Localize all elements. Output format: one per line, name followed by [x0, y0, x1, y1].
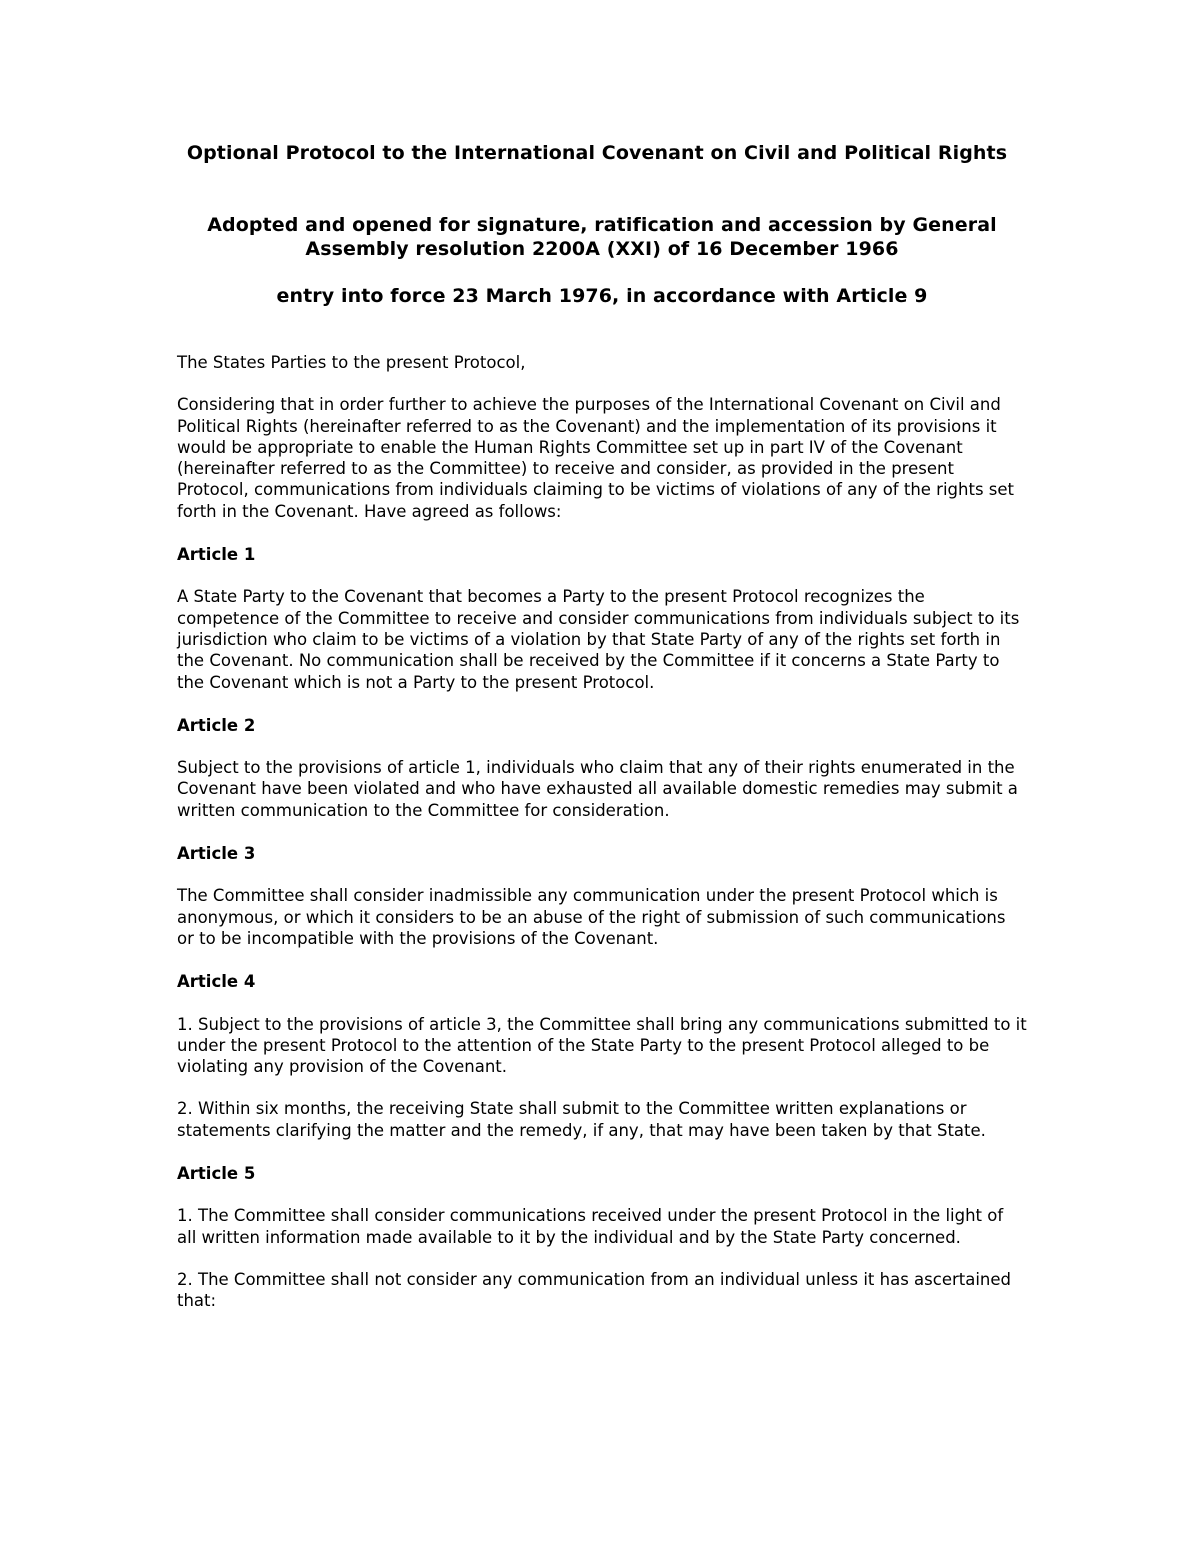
article-paragraph: A State Party to the Covenant that becomes a Party to the present Protocol recognizes the competence of the Committee to receive and consider communications from individuals subject to its jurisdiction who claim to be victims of a violation by that State Party of any of the rights set forth in the Covenant. No communication shall be received by the Committee if it concerns a State Party to the Covenant which is not a Party to the present Protocol.: [177, 587, 1020, 692]
article-heading: Article 3: [177, 844, 256, 864]
article-paragraph: The Committee shall consider inadmissible any communication under the present Protocol which is anonymous, or which it considers to be an abuse of the right of submission of such communications or to be incompatible with the provisions of the Covenant.: [177, 886, 1006, 948]
article-heading: Article 5: [177, 1164, 256, 1184]
article-5: [177, 1163, 1027, 1311]
article-paragraph: Subject to the provisions of article 1, individuals who claim that any of their rights enumerated in the Covenant have been violated and who have exhausted all available domestic remedies may submit a written communication to the Committee for consideration.: [177, 758, 1018, 820]
preamble-paragraph: Considering that in order further to achieve the purposes of the International Covenant on Civil and Political Rights (hereinafter referred to as the Covenant) and the implementation of its provisions it would be appropriate to enable the Human Rights Committee set up in part IV of the Covenant (hereinafter referred to as the Committee) to receive and consider, as provided in the present Protocol, communications from individuals claiming to be victims of violations of any of the rights set forth in the Covenant. Have agreed as follows:: [177, 395, 1014, 521]
article-4: [177, 971, 1027, 1141]
article-heading: Article 1: [177, 545, 256, 565]
article-3: [177, 843, 1027, 949]
article-paragraph: 1. Subject to the provisions of article 3, the Committee shall bring any communications submitted to it under the present Protocol to the attention of the State Party to the present Protocol alleged to be violating any provision of the Covenant.: [177, 1014, 1027, 1077]
article-heading: Article 4: [177, 972, 256, 992]
article-paragraph: 2. Within six months, the receiving State shall submit to the Committee written explanations or statements clarifying the matter and the remedy, if any, that may have been taken by that State.: [177, 1099, 986, 1140]
article-heading: Article 2: [177, 715, 256, 735]
article-paragraph: 2. The Committee shall not consider any communication from an individual unless it has ascertained that:: [177, 1269, 1012, 1311]
preamble-paragraph: The States Parties to the present Protocol,: [177, 353, 526, 372]
document-content: [177, 140, 1027, 1312]
article-paragraph: 1. The Committee shall consider communications received under the present Protocol in the light of all written information made available to it by the individual and by the State Party concerned.: [177, 1206, 1004, 1247]
document-title: Optional Protocol to the International Covenant on Civil and Political Rights: [186, 142, 1008, 164]
article-2: [177, 715, 1027, 821]
adoption-note: Adopted and opened for signature, ratification and accession by General Assembly resolution 2200A (XXI) of 16 December 1966: [207, 214, 997, 260]
entry-into-force-note: entry into force 23 March 1976, in accordance with Article 9: [276, 285, 928, 307]
article-1: [177, 544, 1027, 693]
